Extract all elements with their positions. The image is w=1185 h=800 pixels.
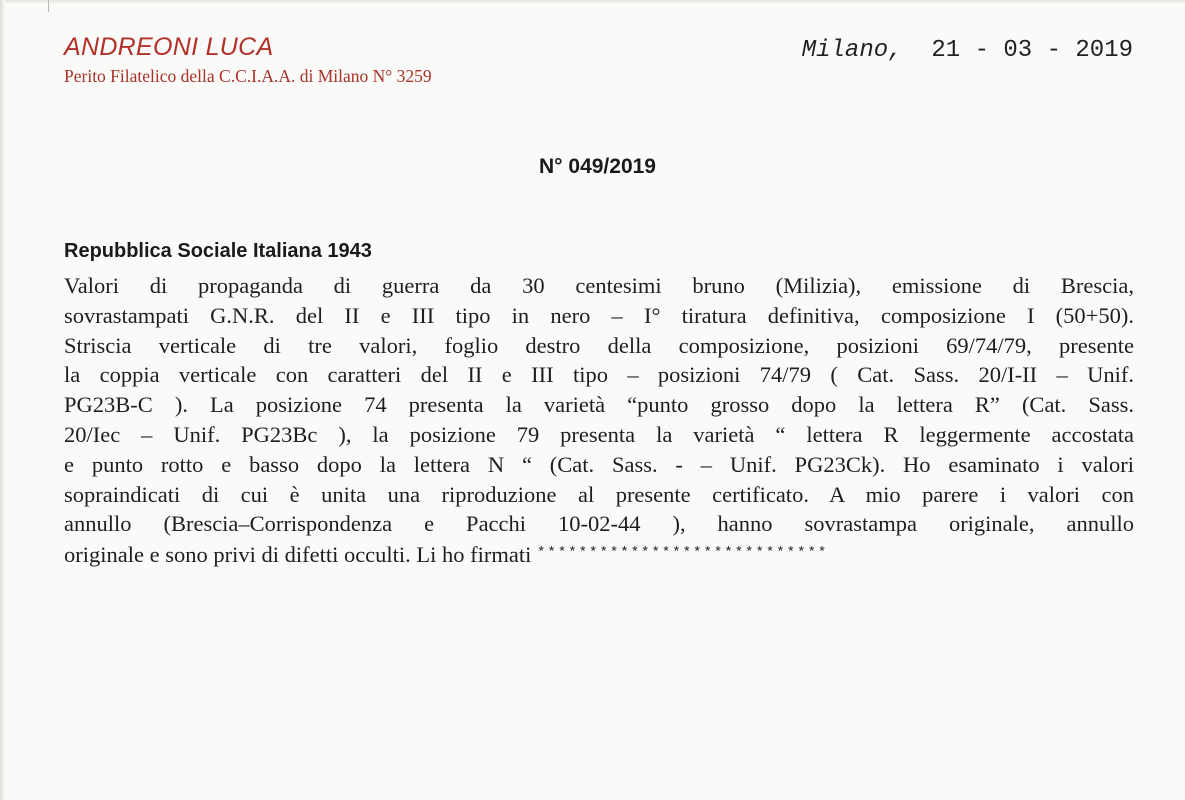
scan-mark xyxy=(48,0,49,12)
place-date xyxy=(802,37,1133,64)
body-line: PG23B-C ). La posizione 74 presenta la varietà “punto grosso dopo la lettera R” (Cat. Sass. xyxy=(64,392,1134,418)
body-line: la coppia verticale con caratteri del II e III tipo – posizioni 74/79 ( Cat. Sass. 20/I-II – Unif. xyxy=(64,362,1134,388)
date: 21 - 03 - 2019 xyxy=(931,37,1133,64)
closing-line xyxy=(64,539,1134,569)
body-line: e punto rotto e basso dopo la lettera N “ (Cat. Sass. - – Unif. PG23Ck). Ho esaminato i valori xyxy=(64,451,1134,477)
issuer-title: Perito Filatelico della C.C.I.A.A. di Milano N° 3259 xyxy=(64,66,432,86)
body-line: sopraindicati di cui è unita una riproduzione al presente certificato. A mio parere i valori con xyxy=(64,481,1134,507)
scan-edge-left xyxy=(0,0,5,800)
body-line: sovrastampati G.N.R. del II e III tipo in nero – I° tiratura definitiva, composizione I (50+50). xyxy=(64,302,1134,328)
closing-stars: **************************** xyxy=(537,545,829,562)
issuer-name: ANDREONI LUCA xyxy=(64,33,274,61)
scan-edge-top xyxy=(0,0,1185,4)
body-line: annullo (Brescia–Corrispondenza e Pacchi 10-02-44 ), hanno sovrastampa originale, annullo xyxy=(64,511,1134,537)
body-line: 20/Iec – Unif. PG23Bc ), la posizione 79 presenta la varietà “ lettera R leggermente accostata xyxy=(64,421,1134,447)
body-line: Striscia verticale di tre valori, foglio destro della composizione, posizioni 69/74/79, presente xyxy=(64,332,1134,358)
body-line: Valori di propaganda di guerra da 30 centesimi bruno (Milizia), emissione di Brescia, xyxy=(64,273,1134,298)
closing-text: originale e sono privi di difetti occulti. Li ho firmati xyxy=(64,542,532,568)
certificate-number: N° 049/2019 xyxy=(539,155,656,178)
place: Milano, xyxy=(801,37,903,64)
certificate-heading: Repubblica Sociale Italiana 1943 xyxy=(64,240,372,262)
certificate-body xyxy=(64,271,1134,569)
